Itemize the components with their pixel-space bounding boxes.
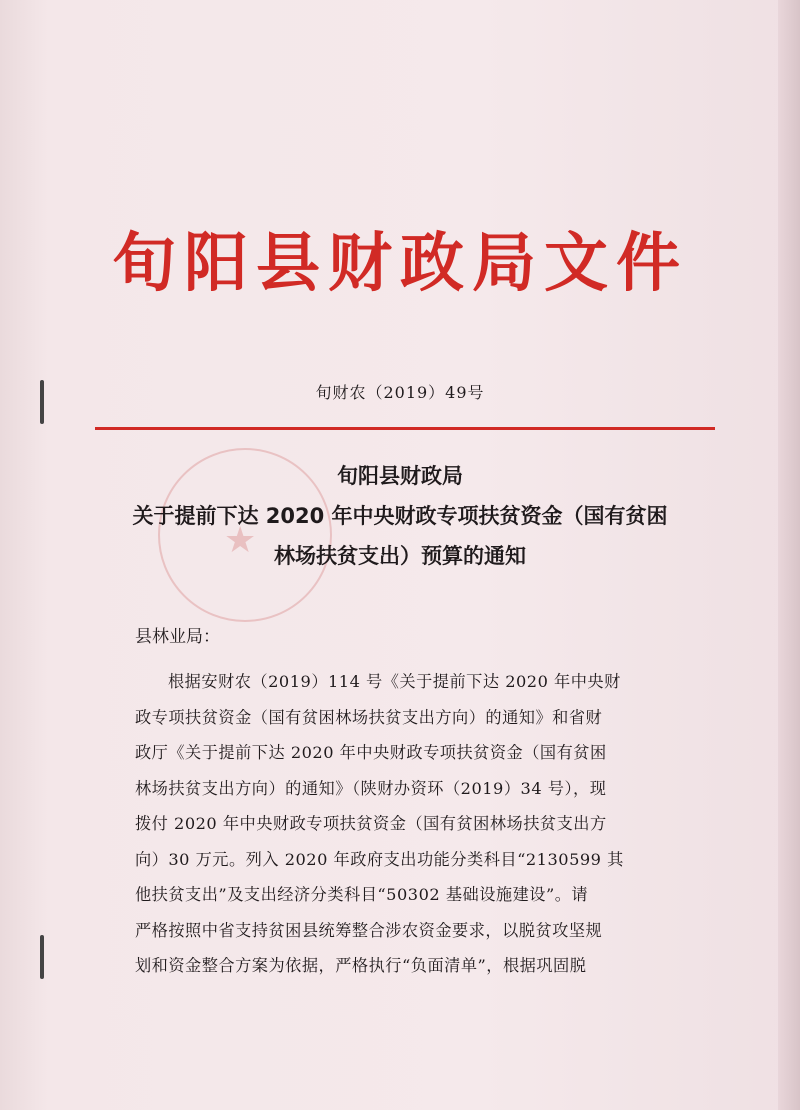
title-line: 关于提前下达 2020 年中央财政专项扶贫资金（国有贫困: [132, 504, 668, 528]
staple-bottom: [40, 935, 44, 979]
body-line: 政厅《关于提前下达 2020 年中央财政专项扶贫资金（国有贫困: [135, 743, 607, 762]
body-line: 他扶贫支出”及支出经济分类科目“50302 基础设施建设”。请: [135, 885, 589, 904]
seal-star-icon: ★: [224, 520, 257, 561]
body-line: 根据安财农（2019）114 号《关于提前下达 2020 年中央财: [168, 672, 621, 691]
title-line: 林场扶贫支出）预算的通知: [274, 544, 526, 568]
red-divider: [95, 427, 715, 430]
document-number: 旬财农（2019）49号: [315, 383, 485, 402]
body-line: 划和资金整合方案为依据，严格执行“负面清单”，根据巩固脱: [135, 956, 587, 975]
document-header: 旬阳县财政局文件: [112, 226, 688, 301]
body-text: [135, 664, 680, 984]
body-line: 向）30 万元。列入 2020 年政府支出功能分类科目“2130599 其: [135, 849, 624, 869]
body-line: 拨付 2020 年中央财政专项扶贫资金（国有贫困林场扶贫支出方: [135, 814, 607, 833]
body-line: 严格按照中省支持贫困县统筹整合涉农资金要求，以脱贫攻坚规: [135, 920, 603, 940]
body-line: 林场扶贫支出方向）的通知》（陕财办资环（2019）34 号），现: [135, 778, 607, 798]
recipient: 县林业局：: [135, 627, 220, 647]
body-line: 政专项扶贫资金（国有贫困林场扶贫支出方向）的通知》和省财: [135, 707, 603, 727]
title-line: 旬阳县财政局: [337, 464, 463, 488]
